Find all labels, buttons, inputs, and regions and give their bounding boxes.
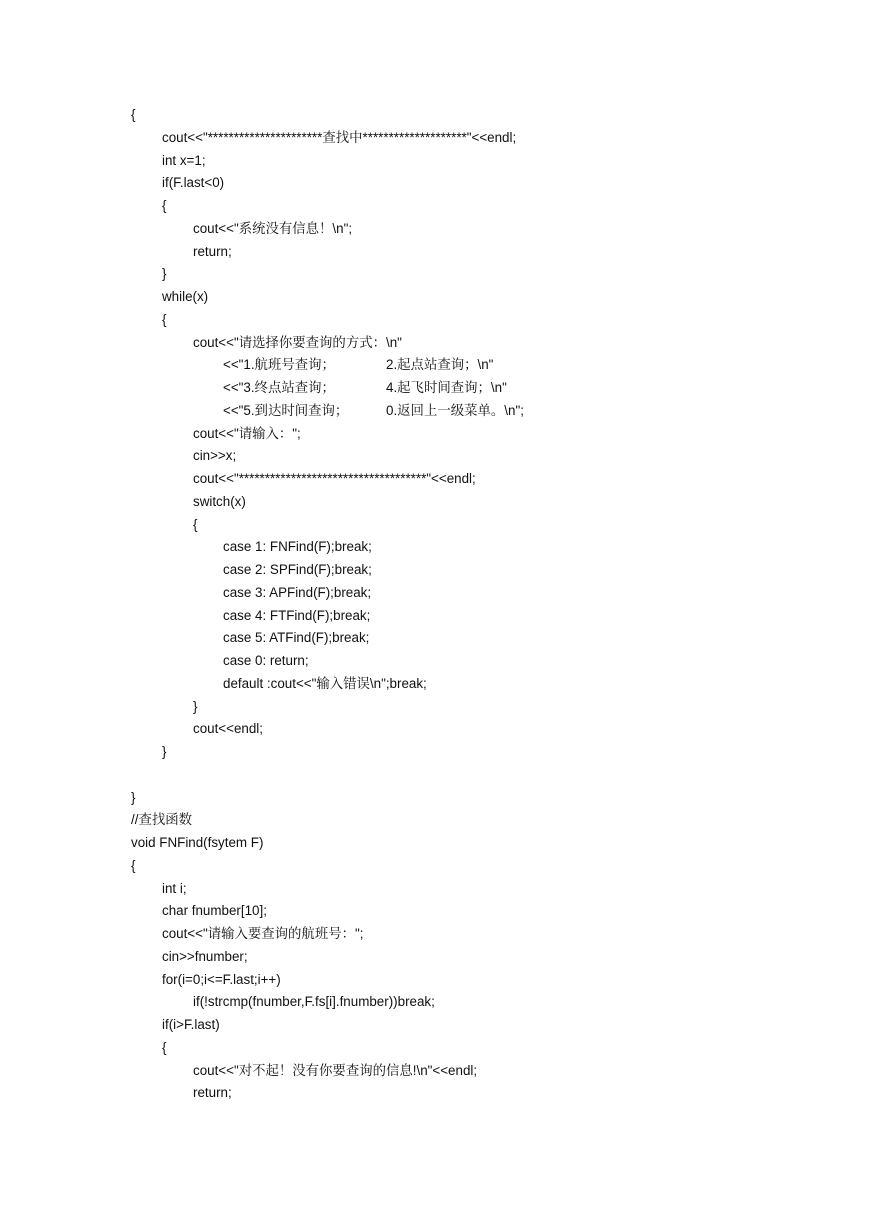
code-line — [131, 673, 524, 696]
code-line — [131, 423, 524, 446]
code-line — [131, 354, 524, 377]
code-text: { — [131, 857, 136, 873]
code-text: int i; — [162, 880, 187, 896]
code-line — [131, 263, 524, 286]
code-text: } — [131, 789, 136, 805]
code-line — [131, 832, 524, 855]
code-line — [131, 127, 524, 150]
code-line — [131, 309, 524, 332]
code-text: case 0: return; — [223, 653, 309, 668]
code-text: { — [162, 1039, 167, 1055]
code-line — [131, 787, 524, 810]
code-line — [131, 1060, 524, 1083]
code-line — [131, 764, 524, 787]
code-text: { — [162, 311, 167, 327]
code-line — [131, 536, 524, 559]
code-text: void FNFind(fsytem F) — [131, 835, 264, 850]
code-line — [131, 946, 524, 969]
code-text: } — [162, 266, 167, 282]
code-text: cout<<"请选择你要查询的方式：\n" — [193, 334, 402, 350]
code-text: <<"1.航班号查询； — [223, 357, 335, 373]
code-text-second-column: 4.起飞时间查询；\n" — [386, 380, 507, 395]
code-listing — [131, 104, 524, 1105]
code-line — [131, 150, 524, 173]
code-text: return; — [193, 1085, 232, 1101]
code-line — [131, 1082, 524, 1105]
code-line — [131, 878, 524, 901]
code-line — [131, 1014, 524, 1037]
code-text: <<"3.终点站查询； — [223, 380, 335, 395]
code-text: switch(x) — [193, 493, 246, 509]
code-line — [131, 605, 524, 628]
code-line — [131, 172, 524, 195]
code-text: } — [193, 698, 198, 714]
code-text: cin>>fnumber; — [162, 948, 248, 964]
code-line — [131, 218, 524, 241]
code-line — [131, 445, 524, 468]
code-line — [131, 1037, 524, 1060]
code-text: <<"5.到达时间查询； — [223, 402, 349, 418]
code-text: cout<<"对不起！没有你要查询的信息!\n"<<endl; — [193, 1062, 478, 1078]
code-text: for(i=0;i<=F.last;i++) — [162, 971, 281, 987]
code-text: if(F.last<0) — [162, 175, 225, 191]
code-line — [131, 559, 524, 582]
code-text: case 1: FNFind(F);break; — [223, 539, 372, 555]
code-line — [131, 491, 524, 514]
code-text: case 3: APFind(F);break; — [223, 584, 372, 600]
code-text: cout<<"**********************查找中********************"<<endl; — [162, 129, 517, 145]
code-line — [131, 400, 524, 423]
code-text: cin>>x; — [193, 448, 237, 464]
code-line — [131, 969, 524, 992]
code-line — [131, 855, 524, 878]
code-text-second-column: 2.起点站查询；\n" — [386, 357, 494, 373]
code-text: if(!strcmp(fnumber,F.fs[i].fnumber))break; — [193, 994, 435, 1010]
code-text: char fnumber[10]; — [162, 903, 267, 919]
code-text: if(i>F.last) — [162, 1017, 220, 1032]
code-text: cout<<"请输入要查询的航班号："; — [162, 926, 364, 941]
code-line — [131, 582, 524, 605]
code-text: } — [162, 744, 167, 759]
code-text: cout<<"系统没有信息！\n"; — [193, 220, 353, 236]
code-line — [131, 377, 524, 400]
code-text: cout<<endl; — [193, 721, 263, 737]
code-text: case 5: ATFind(F);break; — [223, 630, 370, 646]
code-text: { — [193, 516, 198, 532]
code-text: //查找函数 — [131, 812, 193, 828]
code-line — [131, 195, 524, 218]
code-line — [131, 286, 524, 309]
code-line — [131, 991, 524, 1014]
code-line — [131, 718, 524, 741]
code-line — [131, 514, 524, 537]
code-line — [131, 241, 524, 264]
code-line — [131, 332, 524, 355]
code-line — [131, 650, 524, 673]
code-text: default :cout<<"输入错误\n";break; — [223, 675, 427, 691]
code-line — [131, 923, 524, 946]
code-line — [131, 468, 524, 491]
code-line — [131, 696, 524, 719]
code-text: cout<<"************************************"<<endl; — [193, 471, 476, 486]
code-line — [131, 627, 524, 650]
code-text-second-column: 0.返回上一级菜单。\n"; — [386, 402, 524, 418]
code-text: { — [162, 198, 167, 213]
code-line — [131, 900, 524, 923]
code-text: return; — [193, 243, 232, 259]
code-text: { — [131, 107, 136, 122]
code-text: case 4: FTFind(F);break; — [223, 607, 371, 623]
code-text: case 2: SPFind(F);break; — [223, 562, 372, 577]
code-text: int x=1; — [162, 152, 206, 168]
code-text: cout<<"请输入："; — [193, 425, 301, 441]
code-line — [131, 104, 524, 127]
code-text: while(x) — [162, 289, 209, 304]
code-line — [131, 741, 524, 764]
code-line — [131, 809, 524, 832]
